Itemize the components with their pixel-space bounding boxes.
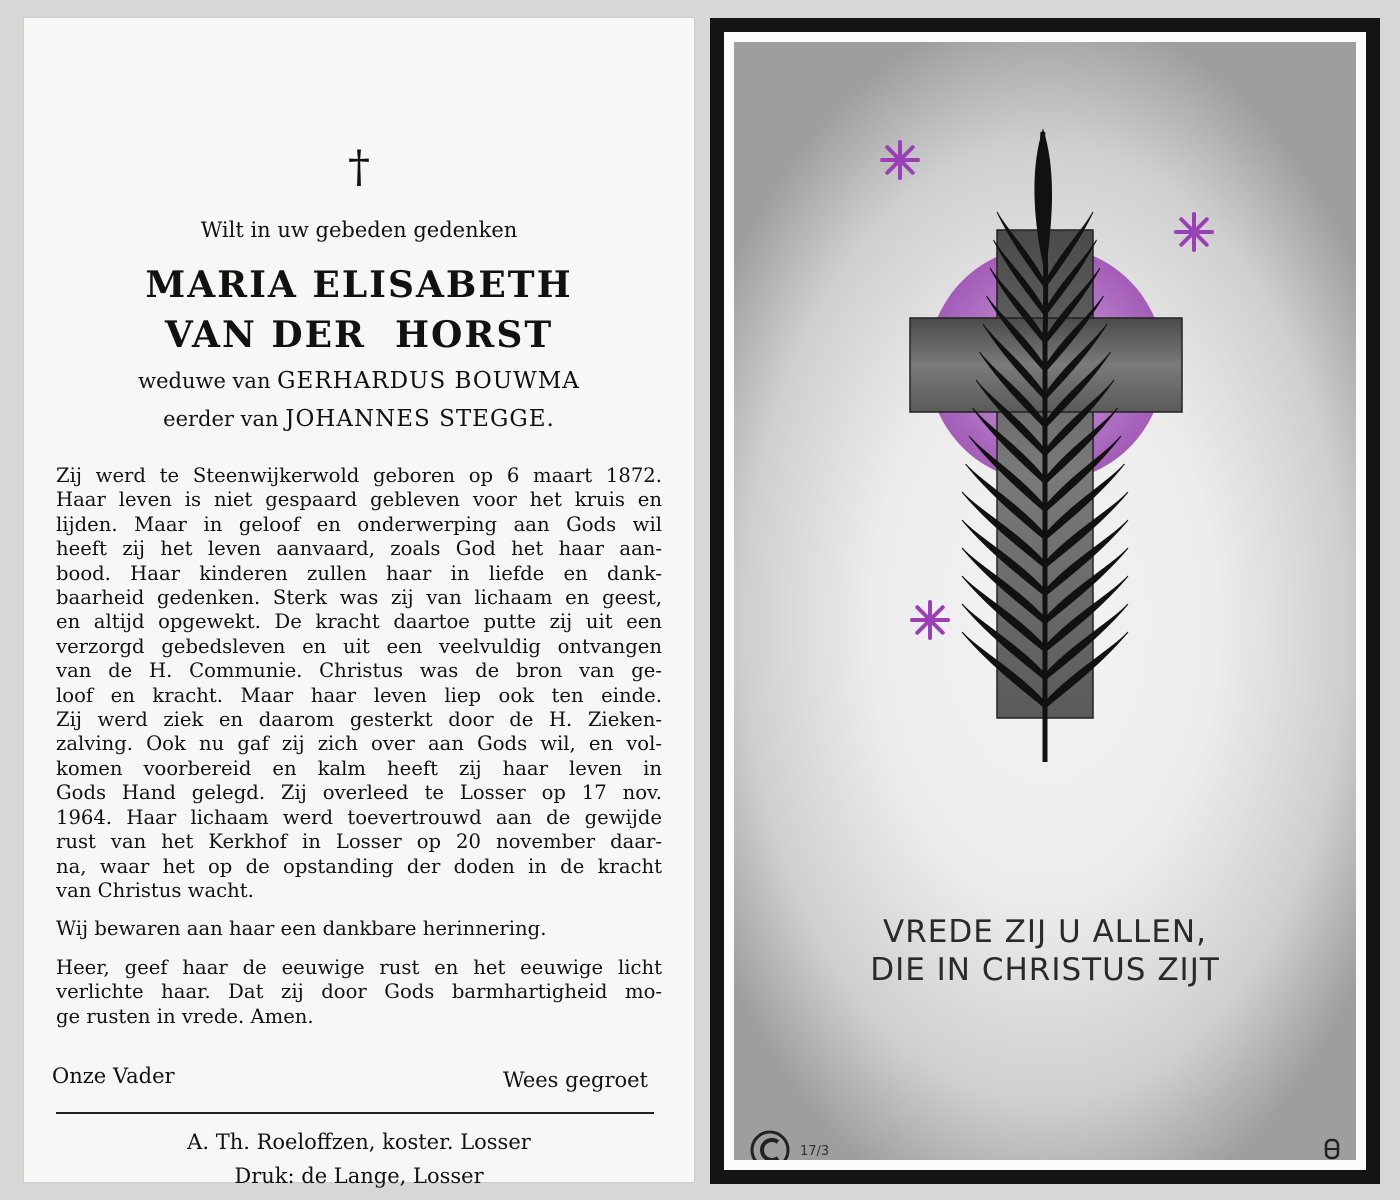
text-line: komen voorbereid en kalm heeft zij haar leven in	[56, 756, 662, 780]
text-line: rust van het Kerkhof in Losser op 20 november daar-	[56, 830, 662, 854]
printer-credit: Druk: de Lange, Losser	[234, 1164, 484, 1188]
memorial-image-card	[710, 18, 1380, 1184]
memorial-text-card	[24, 18, 694, 1188]
text-line: Zij werd ziek en daarom gesterkt door de H. Zieken-	[56, 708, 662, 732]
publisher-logo	[752, 1132, 788, 1160]
image-frame	[724, 32, 1366, 1170]
motto-line2: DIE IN CHRISTUS ZIJT	[870, 952, 1220, 988]
text-line: van Christus wacht.	[56, 878, 254, 902]
cross-illustration	[734, 42, 1356, 1160]
text-line: heeft zij het leven aanvaard, zoals God het haar aan-	[56, 537, 662, 561]
widow-of-name: GERHARDUS BOUWMA	[277, 368, 580, 394]
deceased-name-line2: VAN DER HORST	[164, 314, 554, 356]
text-line: bood. Haar kinderen zullen haar in liefde en dank-	[56, 561, 662, 585]
widow-of-line	[24, 368, 694, 394]
artwork	[734, 42, 1356, 1160]
text-line: baarheid gedenken. Sterk was zij van lichaam en geest,	[56, 586, 662, 610]
remembrance-paragraph	[56, 917, 662, 941]
widow-of-prefix: weduwe van	[138, 369, 271, 393]
prayer-our-father: Onze Vader	[52, 1064, 175, 1088]
divider-line	[56, 1112, 654, 1114]
deceased-name-line1: MARIA ELISABETH	[145, 264, 573, 306]
intro-line: Wilt in uw gebeden gedenken	[200, 218, 518, 242]
text-line: ge rusten in vrede. Amen.	[56, 1004, 314, 1028]
text-line: en altijd opgewekt. De kracht daartoe putte zij uit een	[56, 610, 662, 634]
text-line: Haar leven is niet gespaard gebleven voor het kruis en	[56, 488, 662, 512]
text-line: lijden. Maar in geloof en onderwerping aan Gods wil	[56, 512, 662, 536]
prayer-hail-mary: Wees gegroet	[502, 1068, 648, 1092]
text-line: van de H. Communie. Christus was de bron van ge-	[56, 659, 662, 683]
text-line: 1964. Haar lichaam werd toevertrouwd aan de gewijde	[56, 805, 662, 829]
purple-star	[882, 142, 918, 178]
cross-symbol: †	[348, 142, 370, 193]
text-line: verzorgd gebedsleven en uit een veelvuldig ontvangen	[56, 634, 662, 658]
formerly-of-name: JOHANNES STEGGE.	[285, 406, 555, 432]
text-line: na, waar het op de opstanding der doden in de kracht	[56, 854, 662, 878]
sexton-credit: A. Th. Roeloffzen, koster. Losser	[187, 1130, 531, 1154]
biography-text	[56, 464, 662, 1043]
text-line: Gods Hand gelegd. Zij overleed te Losser op 17 nov.	[56, 781, 662, 805]
text-line: Zij werd te Steenwijkerwold geboren op 6 maart 1872.	[56, 464, 662, 487]
text-line: loof en kracht. Maar haar leven liep ook ten einde.	[56, 683, 662, 707]
publisher-mark	[1326, 1140, 1338, 1158]
card-number: 17/3	[800, 1144, 830, 1159]
purple-star	[912, 602, 948, 638]
text-line: verlichte haar. Dat zij door Gods barmhartigheid mo-	[56, 980, 662, 1004]
biography-paragraph	[56, 464, 662, 903]
purple-star	[1176, 214, 1212, 250]
text-line: zalving. Ook nu gaf zij zich over aan Gods wil, en vol-	[56, 732, 662, 756]
prayer-paragraph	[56, 956, 662, 1029]
text-line: Heer, geef haar de eeuwige rust en het eeuwige licht	[56, 955, 662, 979]
formerly-of-line	[24, 406, 694, 432]
text-line: Wij bewaren aan haar een dankbare herinnering.	[56, 917, 547, 941]
formerly-of-prefix: eerder van	[163, 407, 279, 431]
motto-line1: VREDE ZIJ U ALLEN,	[883, 914, 1207, 950]
